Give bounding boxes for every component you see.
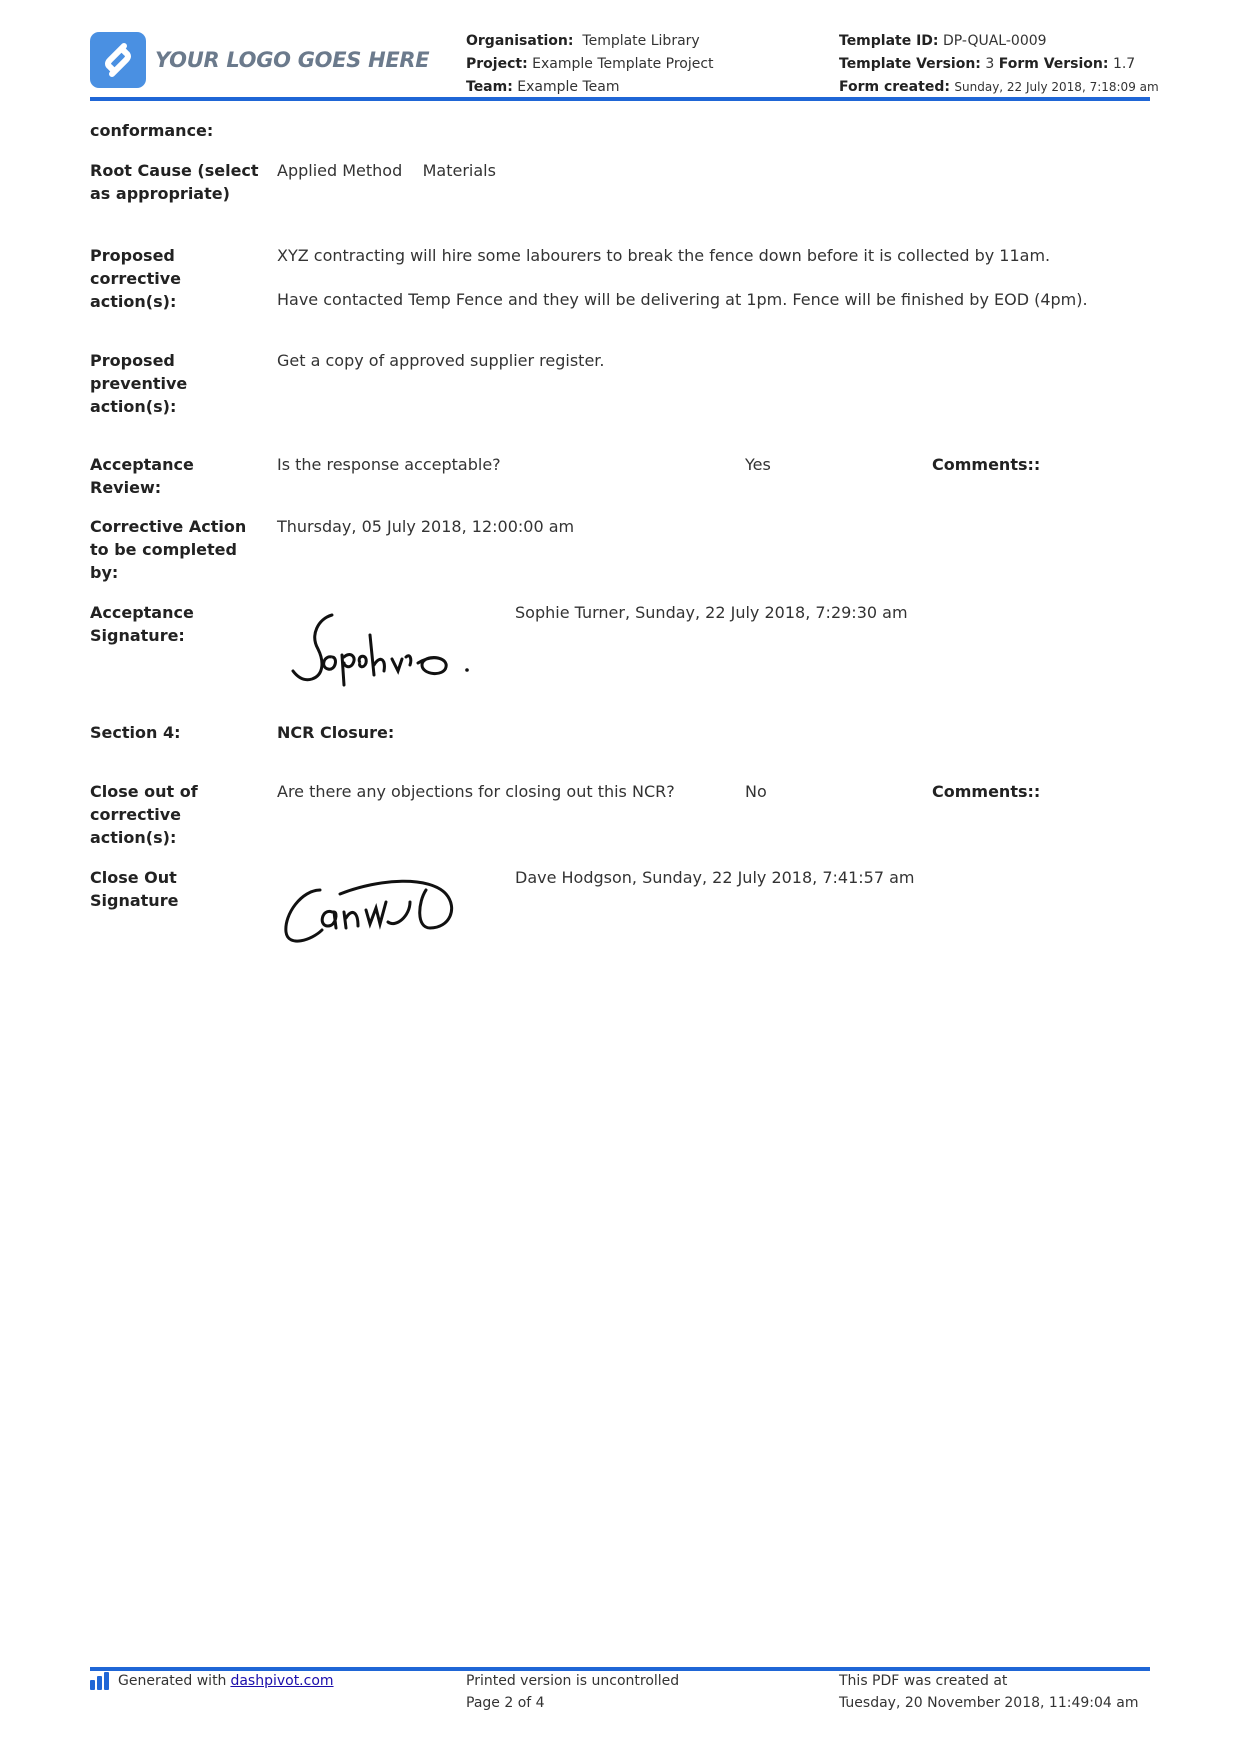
root-cause-applied-method: Applied Method bbox=[277, 161, 403, 180]
close-out-signature-signed-by: Dave Hodgson, Sunday, 22 July 2018, 7:41:57 am bbox=[515, 868, 915, 887]
footer-pdf-created: This PDF was created at bbox=[839, 1673, 1008, 1689]
form-version-label: Form Version: bbox=[998, 56, 1109, 72]
template-version-label: Template Version: bbox=[839, 56, 981, 72]
company-logo bbox=[90, 32, 429, 88]
footer-uncontrolled: Printed version is uncontrolled bbox=[466, 1673, 680, 1689]
footer-generated-text: Generated with bbox=[118, 1673, 227, 1689]
form-created-label: Form created: bbox=[839, 79, 950, 95]
close-out-question: Are there any objections for closing out this NCR? bbox=[277, 782, 675, 801]
header-divider bbox=[90, 97, 1150, 101]
logo-mark-icon bbox=[90, 32, 146, 88]
root-cause-label: Root Cause (select as appropriate) bbox=[90, 161, 259, 203]
footer-pdf-date: Tuesday, 20 November 2018, 11:49:04 am bbox=[839, 1695, 1139, 1711]
section-4-label: Section 4: bbox=[90, 723, 181, 742]
completed-by-label: Corrective Action to be completed by: bbox=[90, 517, 247, 582]
team-label: Team: bbox=[466, 79, 513, 95]
corrective-action-line1: XYZ contracting will hire some labourers to break the fence down before it is collected by 11am. bbox=[277, 246, 1051, 265]
footer-page-number: Page 2 of 4 bbox=[466, 1695, 545, 1711]
conformance-label: conformance: bbox=[90, 121, 214, 140]
close-out-signature-label: Close Out Signature bbox=[90, 868, 179, 910]
organisation-label: Organisation: bbox=[466, 33, 574, 49]
acceptance-review-question: Is the response acceptable? bbox=[277, 455, 501, 474]
template-id-label: Template ID: bbox=[839, 33, 939, 49]
close-out-signature-image bbox=[280, 872, 460, 950]
acceptance-review-comments: Comments:: bbox=[932, 455, 1041, 474]
organisation-value: Template Library bbox=[582, 33, 700, 49]
footer-generated bbox=[90, 1670, 334, 1692]
close-out-comments: Comments:: bbox=[932, 782, 1041, 801]
acceptance-review-label: Acceptance Review: bbox=[90, 455, 194, 497]
corrective-action-label: Proposed corrective action(s): bbox=[90, 246, 182, 311]
template-version-value: 3 bbox=[985, 56, 995, 72]
form-created-value: Sunday, 22 July 2018, 7:18:09 am bbox=[954, 80, 1159, 94]
completed-by-value: Thursday, 05 July 2018, 12:00:00 am bbox=[277, 517, 575, 536]
logo-text: YOUR LOGO GOES HERE bbox=[155, 48, 430, 72]
preventive-action-label: Proposed preventive action(s): bbox=[90, 351, 188, 416]
close-out-label: Close out of corrective action(s): bbox=[90, 782, 198, 847]
close-out-answer: No bbox=[745, 782, 767, 801]
form-version-value: 1.7 bbox=[1112, 56, 1136, 72]
corrective-action-line2: Have contacted Temp Fence and they will be delivering at 1pm. Fence will be finished by EOD (4pm). bbox=[277, 290, 1088, 309]
acceptance-signature-signed-by: Sophie Turner, Sunday, 22 July 2018, 7:29:30 am bbox=[515, 603, 908, 622]
project-label: Project: bbox=[466, 56, 528, 72]
footer-page-info bbox=[466, 1670, 679, 1714]
acceptance-signature-image bbox=[288, 605, 478, 690]
acceptance-signature-label: Acceptance Signature: bbox=[90, 603, 194, 645]
root-cause-materials: Materials bbox=[422, 161, 496, 180]
header-template-info bbox=[839, 30, 1159, 99]
dashpivot-link[interactable]: dashpivot.com bbox=[230, 1673, 334, 1689]
acceptance-review-answer: Yes bbox=[745, 455, 771, 474]
dashpivot-logo-icon bbox=[90, 1672, 111, 1690]
project-value: Example Template Project bbox=[532, 56, 714, 72]
root-cause-values bbox=[277, 159, 496, 182]
footer-pdf-info bbox=[839, 1670, 1138, 1714]
section-4-title: NCR Closure: bbox=[277, 723, 395, 742]
preventive-action-value: Get a copy of approved supplier register. bbox=[277, 351, 605, 370]
team-value: Example Team bbox=[517, 79, 620, 95]
header-project-info bbox=[466, 30, 714, 99]
template-id-value: DP-QUAL-0009 bbox=[942, 33, 1047, 49]
